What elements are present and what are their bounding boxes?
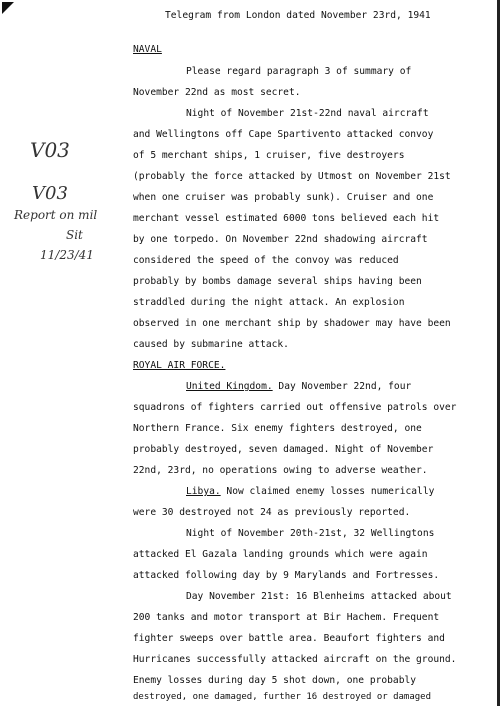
- text-line: (probably the force attacked by Utmost on November 21st: [133, 171, 451, 182]
- text-line: Northern France. Six enemy fighters destroyed, one: [133, 423, 422, 434]
- text-line: probably destroyed, seven damaged. Night of November: [133, 444, 434, 455]
- margin-note-v03: V03: [30, 138, 70, 162]
- libya-first: Now claimed enemy losses numerically: [220, 486, 435, 497]
- section-heading-naval: NAVAL: [133, 44, 162, 55]
- text-line: Hurricanes successfully attacked aircraft on the ground.: [133, 654, 457, 665]
- libya-label: Libya.: [186, 486, 221, 497]
- text-line: attacked following day by 9 Marylands and Fortresses.: [133, 570, 440, 581]
- text-line: were 30 destroyed not 24 as previously reported.: [133, 507, 411, 518]
- corner-mark: [2, 2, 14, 14]
- text-line: 200 tanks and motor transport at Bir Hachem. Frequent: [133, 612, 440, 623]
- text-line: merchant vessel estimated 6000 tons believed each hit: [133, 213, 440, 224]
- margin-note-report: Report on mil: [14, 208, 98, 222]
- text-line: Night of November 20th-21st, 32 Wellingtons: [186, 528, 435, 539]
- text-line-libya: [186, 486, 434, 498]
- text-line: Please regard paragraph 3 of summary of: [186, 66, 412, 77]
- text-line: when one cruiser was probably sunk). Cruiser and one: [133, 192, 434, 203]
- text-line: fighter sweeps over battle area. Beaufort fighters and: [133, 633, 445, 644]
- text-line: destroyed, one damaged, further 16 destroyed or damaged: [133, 692, 432, 702]
- document-title: Telegram from London dated November 23rd, 1941: [165, 10, 431, 21]
- text-line: squadrons of fighters carried out offensive patrols over: [133, 402, 457, 413]
- text-line: and Wellingtons off Cape Spartivento attacked convoy: [133, 129, 434, 140]
- text-line: caused by submarine attack.: [133, 339, 289, 350]
- text-line: considered the speed of the convoy was reduced: [133, 255, 399, 266]
- uk-first: Day November 22nd, four: [272, 381, 412, 392]
- margin-note-sit: Sit: [66, 228, 83, 242]
- text-line: observed in one merchant ship by shadower may have been: [133, 318, 451, 329]
- text-line: Night of November 21st-22nd naval aircraft: [186, 108, 429, 119]
- text-line: attacked El Gazala landing grounds which were again: [133, 549, 428, 560]
- text-line: probably by bombs damage several ships having been: [133, 276, 422, 287]
- text-line: Enemy losses during day 5 shot down, one probably: [133, 675, 417, 686]
- uk-label: United Kingdom.: [186, 381, 273, 392]
- text-line: straddled during the night attack. An explosion: [133, 297, 405, 308]
- text-line: 22nd, 23rd, no operations owing to adverse weather.: [133, 465, 428, 476]
- text-line: Day November 21st: 16 Blenheims attacked about: [186, 591, 452, 602]
- text-line-uk: [186, 381, 411, 393]
- section-heading-raf: ROYAL AIR FORCE.: [133, 360, 226, 371]
- margin-note-v03-second: V03: [32, 183, 68, 204]
- text-line: of 5 merchant ships, 1 cruiser, five destroyers: [133, 150, 405, 161]
- text-line: by one torpedo. On November 22nd shadowing aircraft: [133, 234, 428, 245]
- margin-note-date: 11/23/41: [40, 248, 94, 262]
- text-line: November 22nd as most secret.: [133, 87, 301, 98]
